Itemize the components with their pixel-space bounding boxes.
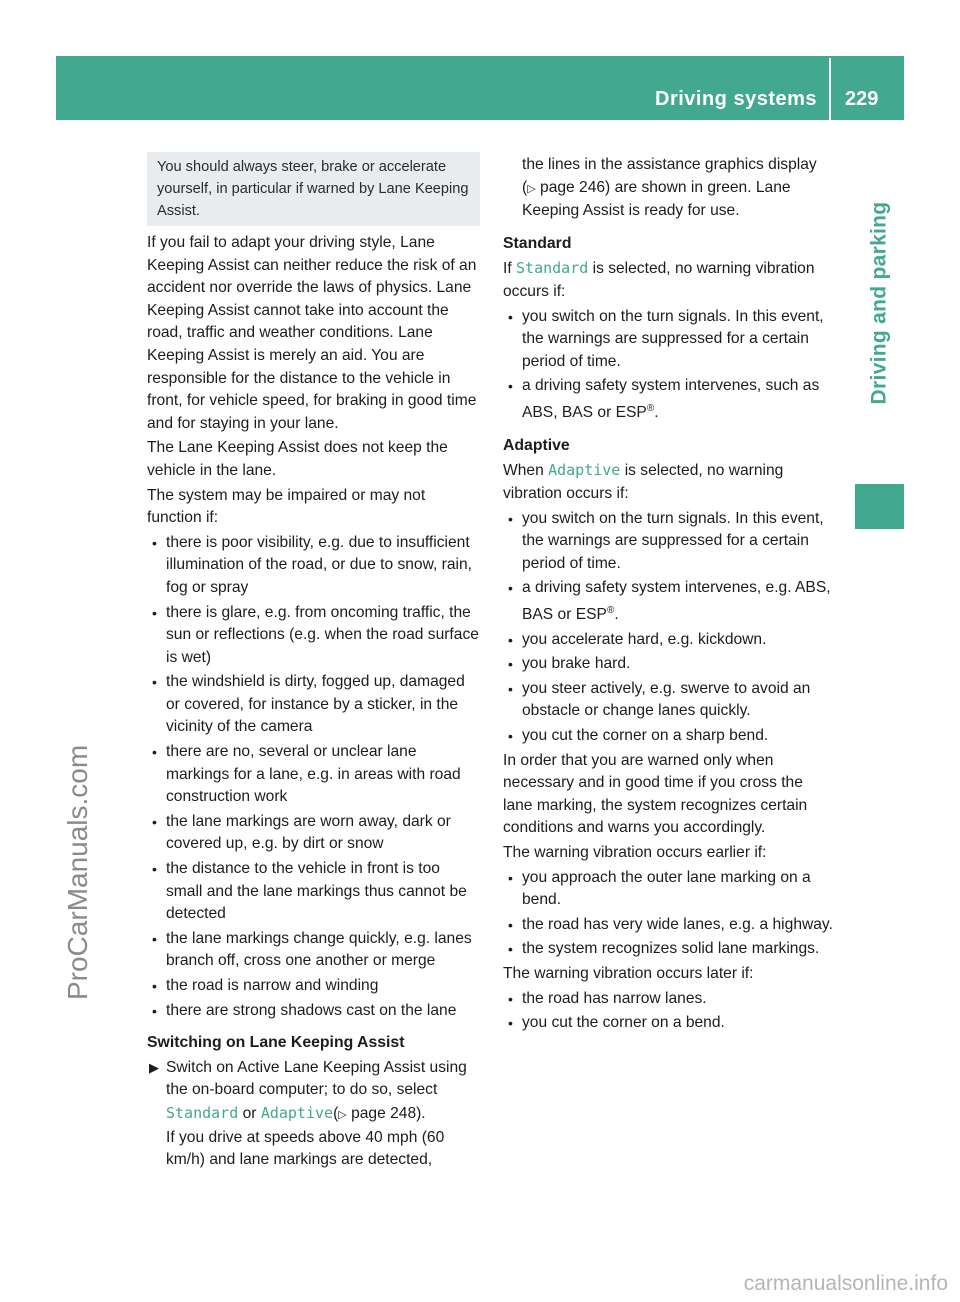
earlier-list [503, 867, 833, 961]
bullet-icon: • [152, 534, 157, 551]
adaptive-list [503, 508, 833, 748]
bullet-icon: • [152, 744, 157, 761]
chapter-marker-block [855, 484, 904, 529]
bullet-icon: • [508, 869, 513, 886]
list-item: • you switch on the turn signals. In this event, the warnings are suppressed for a certain period of time. [508, 509, 824, 572]
paragraph: The warning vibration occurs earlier if: [503, 844, 767, 861]
page-ref-arrow-icon: ▷ [527, 182, 536, 195]
chapter-side-tab [855, 136, 904, 470]
list-item: • the windshield is dirty, fogged up, damaged or covered, for instance by a sticker, in the vicinity of the camera [152, 673, 465, 736]
left-column [147, 152, 480, 1172]
section-heading: Adaptive [503, 436, 570, 454]
list-item: • the lane markings are worn away, dark or covered up, e.g. by dirt or snow [152, 812, 451, 853]
impairment-list [147, 532, 480, 1022]
header-divider [829, 58, 831, 120]
bullet-icon: • [152, 861, 157, 878]
bullet-icon: • [508, 680, 513, 697]
paragraph: In order that you are warned only when necessary and in good time if you cross the lane marking, the system recognizes certain conditions and warns you accordingly. [503, 751, 808, 837]
mode-adaptive: Adaptive [548, 461, 621, 480]
list-item: • the road has narrow lanes. [503, 988, 833, 1011]
bullet-icon: • [152, 674, 157, 691]
list-item: • you switch on the turn signals. In this event, the warnings are suppressed for a certain period of time. [508, 307, 824, 370]
list-item: • there is poor visibility, e.g. due to insufficient illumination of the road, or due to snow, rain, fog or spray [152, 533, 472, 596]
bullet-icon: • [508, 728, 513, 745]
section-title: Driving systems [655, 88, 818, 110]
step-arrow-icon: ▶ [149, 1059, 159, 1075]
section-heading: Switching on Lane Keeping Assist [147, 1034, 405, 1052]
left-watermark-text: ProCarManuals.com [62, 744, 93, 1000]
bottom-watermark: carmanualsonline.info [743, 1272, 948, 1295]
bullet-icon: • [508, 941, 513, 958]
right-column [503, 154, 833, 1037]
list-item: • the system recognizes solid lane markings. [503, 938, 833, 961]
list-item: • the distance to the vehicle in front is too small and the lane markings thus cannot be detected [152, 860, 467, 923]
bullet-icon: • [508, 378, 513, 395]
bullet-icon: • [508, 631, 513, 648]
warning-note: You should always steer, brake or accelerate yourself, in particular if warned by Lane Keeping Assist. [147, 152, 480, 226]
list-item: • you cut the corner on a bend. [503, 1012, 833, 1035]
list-item: • a driving safety system intervenes, e.g. ABS, BAS or ESP®. [508, 579, 831, 624]
list-item: • you accelerate hard, e.g. kickdown. [503, 629, 833, 652]
bullet-icon: • [508, 656, 513, 673]
paragraph: The warning vibration occurs later if: [503, 964, 754, 982]
paragraph: The system may be impaired or may not function if: [147, 486, 426, 527]
list-item: • there is glare, e.g. from oncoming traffic, the sun or reflections (e.g. when the road surface is wet) [152, 603, 479, 666]
list-item: • there are no, several or unclear lane markings for a lane, e.g. in areas with road construction work [152, 743, 461, 806]
list-item: • the road has very wide lanes, e.g. a highway. [503, 914, 833, 937]
bullet-icon: • [508, 916, 513, 933]
bullet-icon: • [152, 978, 157, 994]
section-heading: Standard [503, 234, 572, 252]
list-item: • you steer actively, e.g. swerve to avoid an obstacle or change lanes quickly. [508, 679, 811, 720]
bullet-icon: • [508, 308, 513, 325]
list-item: • there are strong shadows cast on the lane [147, 1000, 480, 1023]
bullet-icon: • [508, 580, 513, 597]
bullet-icon: • [152, 930, 157, 947]
list-item: • the road is narrow and winding [147, 975, 480, 998]
bullet-icon: • [508, 510, 513, 527]
paragraph: the lines in the assistance graphics display (▷ page 246) are shown in green. Lane Keeping Assist is ready for use. [522, 156, 817, 220]
list-item: • you approach the outer lane marking on a bend. [508, 868, 811, 909]
list-item: • the lane markings change quickly, e.g. lanes branch off, cross one another or merge [152, 929, 472, 970]
bullet-icon: • [508, 1015, 513, 1032]
paragraph: If Standard is selected, no warning vibration occurs if: [503, 259, 815, 300]
menu-option-adaptive: Adaptive [260, 1103, 334, 1122]
page-reference: page 246) are shown in green. Lane Keeping Assist is ready for use. [522, 178, 791, 220]
mode-standard: Standard [516, 259, 589, 278]
page-number: 229 [845, 88, 879, 110]
paragraph: The Lane Keeping Assist does not keep the vehicle in the lane. [147, 439, 448, 479]
paragraph: When Adaptive is selected, no warning vibration occurs if: [503, 461, 784, 502]
page-reference: page 248). [351, 1104, 426, 1122]
list-item: • you brake hard. [503, 653, 833, 676]
later-list [503, 988, 833, 1035]
bullet-icon: • [152, 1002, 157, 1019]
menu-option-standard: Standard [166, 1103, 239, 1122]
list-item: • a driving safety system intervenes, such as ABS, BAS or ESP®. [508, 377, 820, 422]
chapter-tab-label: Driving and parking [867, 201, 891, 405]
bullet-icon: • [508, 990, 513, 1007]
list-item: • you cut the corner on a sharp bend. [503, 725, 833, 748]
page-ref-arrow-icon: ▷ [338, 1108, 347, 1121]
paragraph: If you fail to adapt your driving style, Lane Keeping Assist can neither reduce the risk of an accident nor override the laws of physics. Lane Keeping Assist cannot take into account the road, traffic and weather conditions. Lane Keeping Assist is merely an aid. You are responsible for the distance to the vehicle in front, for vehicle speed, for braking in good time and for staying in your lane. [147, 234, 477, 432]
bullet-icon: • [152, 813, 157, 830]
instruction-step: ▶ Switch on Active Lane Keeping Assist using the on-board computer; to do so, select Standard or Adaptive(▷ page 248). If you drive at speeds above 40 mph (60 km/h) and lane markings are detected, [149, 1058, 467, 1169]
standard-list [503, 306, 833, 425]
bullet-icon: • [152, 604, 157, 621]
